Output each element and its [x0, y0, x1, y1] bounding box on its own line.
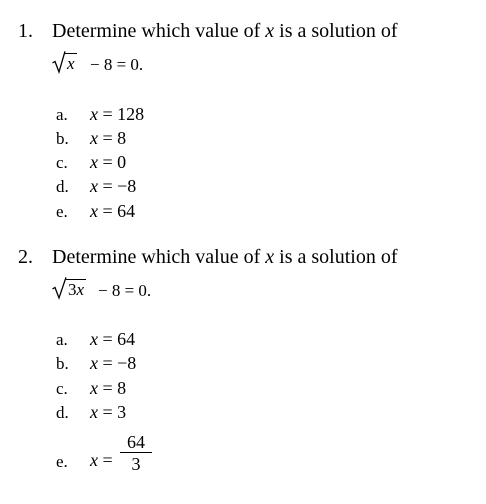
- choice-value: x = 3: [90, 402, 127, 422]
- equation-rest: − 8 = 0.: [98, 281, 152, 300]
- choice-letter: e.: [56, 202, 68, 221]
- equation-radicand: x: [67, 54, 75, 73]
- choice-letter: b.: [56, 129, 69, 148]
- choice-value: x = 64: [90, 329, 136, 349]
- choice-value: x = 8: [90, 378, 127, 398]
- question-number: 2.: [18, 246, 33, 268]
- choice-letter: a.: [56, 330, 68, 349]
- equation-rest: − 8 = 0.: [90, 55, 144, 74]
- choice-letter: e.: [56, 452, 68, 471]
- choice-letter: a.: [56, 105, 68, 124]
- choice-value: x = −8: [90, 176, 137, 196]
- equation-radicand: 3x: [68, 280, 85, 299]
- choice-letter: c.: [56, 153, 68, 172]
- sqrt-sign-icon: [52, 50, 66, 74]
- choice-letter: d.: [56, 403, 69, 422]
- choice-value: x = 0: [90, 152, 127, 172]
- question-prompt: Determine which value of x is a solution of: [52, 246, 398, 268]
- choice-value: x = 64: [90, 201, 136, 221]
- fraction-numerator: 64: [127, 432, 145, 452]
- question-number: 1.: [18, 20, 33, 42]
- choice-value: x = 128: [90, 104, 145, 124]
- question-prompt: Determine which value of x is a solution of: [52, 20, 398, 42]
- choice-value: x =: [90, 450, 113, 470]
- choice-letter: d.: [56, 177, 69, 196]
- choice-letter: b.: [56, 354, 69, 373]
- choice-value: x = −8: [90, 353, 137, 373]
- choice-value: x = 8: [90, 128, 127, 148]
- choice-letter: c.: [56, 379, 68, 398]
- fraction: [120, 432, 152, 475]
- fraction-denominator: 3: [131, 454, 141, 475]
